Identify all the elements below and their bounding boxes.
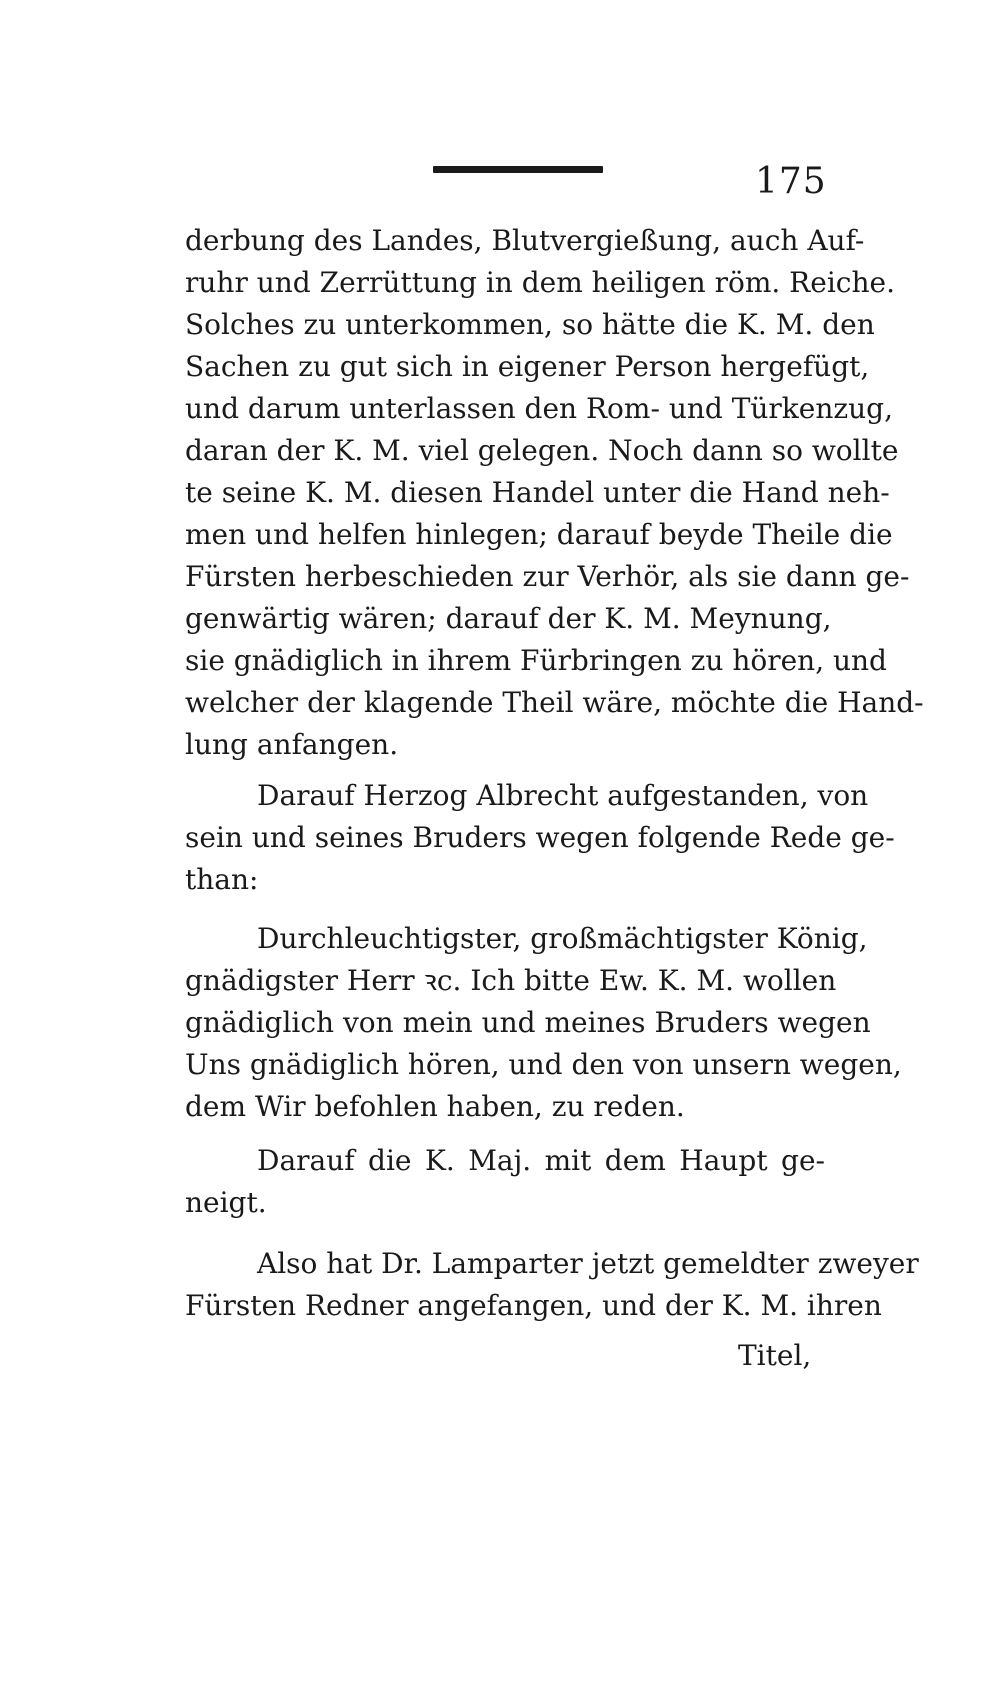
text-line: men und helfen hinlegen; darauf beyde Theile die <box>185 518 893 551</box>
text-line: welcher der klagende Theil wäre, möchte die Hand- <box>185 686 924 719</box>
text-line: Fürsten herbeschieden zur Verhör, als sie dann ge- <box>185 560 910 593</box>
text-line: neigt. <box>185 1186 267 1219</box>
text-line: dem Wir befohlen haben, zu reden. <box>185 1090 685 1123</box>
catchword: Titel, <box>738 1339 812 1372</box>
text-line: sie gnädiglich in ihrem Fürbringen zu hören, und <box>185 644 887 677</box>
text-line: than: <box>185 863 259 896</box>
text-line: daran der K. M. viel gelegen. Noch dann so wollte <box>185 434 899 467</box>
text-line: derbung des Landes, Blutvergießung, auch Auf- <box>185 224 865 257</box>
text-line: Solches zu unterkommen, so hätte die K. M. den <box>185 308 875 341</box>
header-rule <box>433 166 603 173</box>
text-line: Uns gnädiglich hören, und den von unsern wegen, <box>185 1048 902 1081</box>
text-line: lung anfangen. <box>185 728 399 761</box>
text-line: Sachen zu gut sich in eigener Person hergefügt, <box>185 350 870 383</box>
text-line: gnädigster Herr ꝛc. Ich bitte Ew. K. M. wollen <box>185 964 837 997</box>
paragraph-2 <box>185 775 895 901</box>
text-line: te seine K. M. diesen Handel unter die Hand neh- <box>185 476 890 509</box>
text-line: Darauf Herzog Albrecht aufgestanden, von <box>257 779 869 812</box>
text-line: und darum unterlassen den Rom- und Türkenzug, <box>185 392 893 425</box>
text-line: Darauf die K. Maj. mit dem Haupt ge- <box>257 1144 825 1177</box>
text-line: genwärtig wären; darauf der K. M. Meynung, <box>185 602 832 635</box>
text-line: Durchleuchtigster, großmächtigster König, <box>257 922 868 955</box>
text-line: ruhr und Zerrüttung in dem heiligen röm. Reiche. <box>185 266 895 299</box>
paragraph-1 <box>185 220 924 766</box>
text-line: Also hat Dr. Lamparter jetzt gemeldter zweyer <box>257 1247 919 1280</box>
paragraph-5 <box>185 1243 919 1327</box>
text-line: Fürsten Redner angefangen, und der K. M. ihren <box>185 1289 882 1322</box>
text-line: gnädiglich von mein und meines Bruders wegen <box>185 1006 871 1039</box>
page-number: 175 <box>755 161 827 202</box>
paragraph-4 <box>185 1140 825 1224</box>
text-line: sein und seines Bruders wegen folgende Rede ge- <box>185 821 895 854</box>
paragraph-3 <box>185 918 902 1128</box>
